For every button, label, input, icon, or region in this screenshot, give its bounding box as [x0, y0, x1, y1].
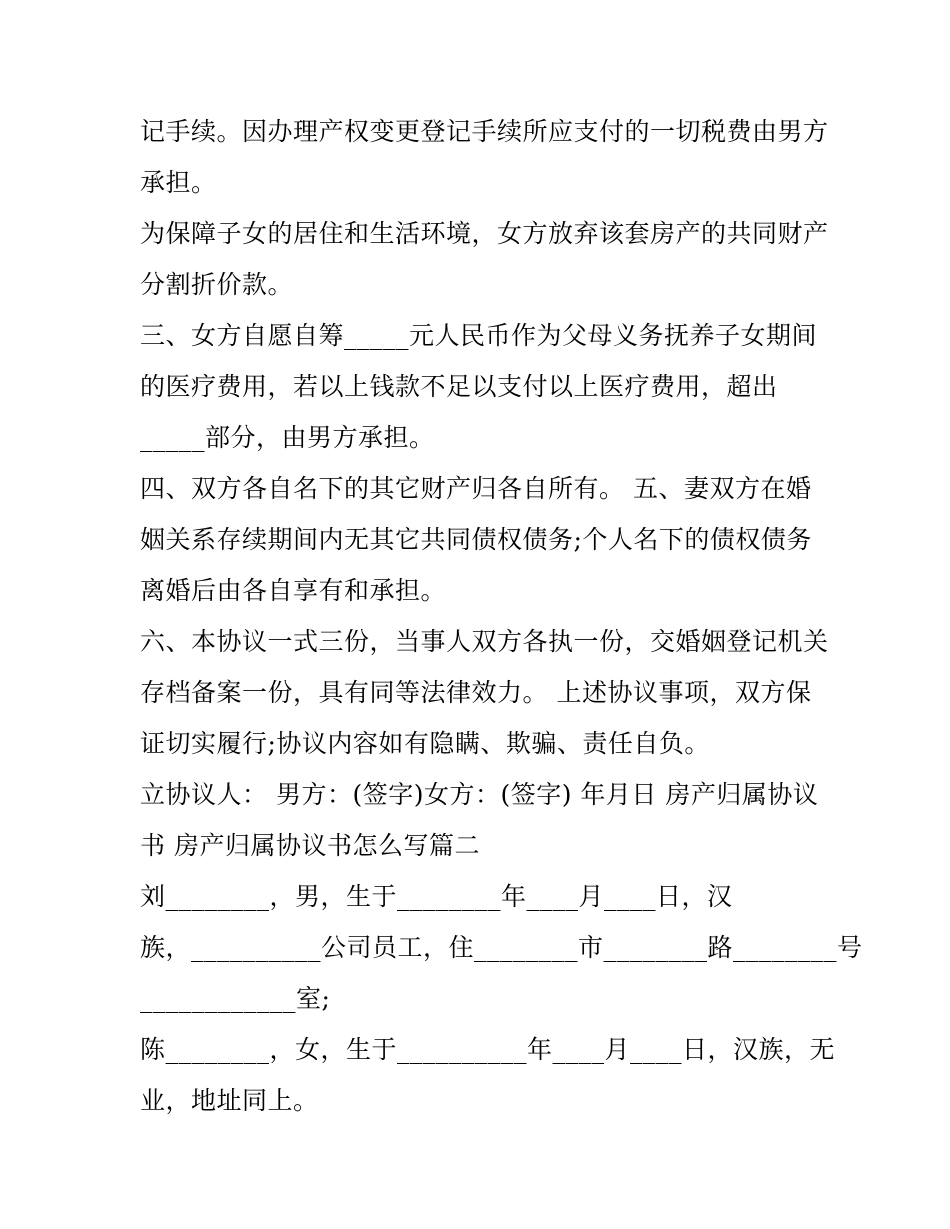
text-line: 刘________，男，生于________年____月____日，汉 — [140, 882, 733, 911]
text-line: 四、双方各自名下的其它财产归各自所有。 五、妻双方在婚 — [140, 474, 812, 503]
text-line: ____________室; — [140, 984, 331, 1013]
text-line: 立协议人： 男方：(签字)女方：(签字) 年月日 房产归属协议 — [140, 780, 819, 809]
text-line: 证切实履行;协议内容如有隐瞒、欺骗、责任自负。 — [140, 729, 710, 758]
text-line: 族，__________公司员工，住________市________路________号 — [140, 933, 863, 962]
text-line: _____部分，由男方承担。 — [140, 423, 435, 452]
text-line: 记手续。因办理产权变更登记手续所应支付的一切税费由男方 — [140, 117, 829, 146]
text-line: 的医疗费用，若以上钱款不足以支付以上医疗费用，超出 — [140, 372, 778, 401]
text-line: 为保障子女的居住和生活环境，女方放弃该套房产的共同财产 — [140, 219, 829, 248]
text-line: 陈________，女，生于__________年____月____日，汉族，无 — [140, 1035, 836, 1064]
text-line: 分割折价款。 — [140, 270, 294, 299]
text-line: 业，地址同上。 — [140, 1086, 319, 1115]
text-line: 书 房产归属协议书怎么写篇二 — [140, 831, 480, 860]
text-line: 三、女方自愿自筹_____元人民币作为父母义务抚养子女期间 — [140, 321, 818, 350]
text-line: 承担。 — [140, 168, 217, 197]
text-line: 姻关系存续期间内无其它共同债权债务;个人名下的债权债务 — [140, 525, 812, 554]
text-line: 六、本协议一式三份，当事人双方各执一份，交婚姻登记机关 — [140, 627, 829, 656]
document-body — [140, 106, 863, 1126]
text-line: 存档备案一份，具有同等法律效力。 上述协议事项，双方保 — [140, 678, 812, 707]
text-line: 离婚后由各自享有和承担。 — [140, 576, 447, 605]
